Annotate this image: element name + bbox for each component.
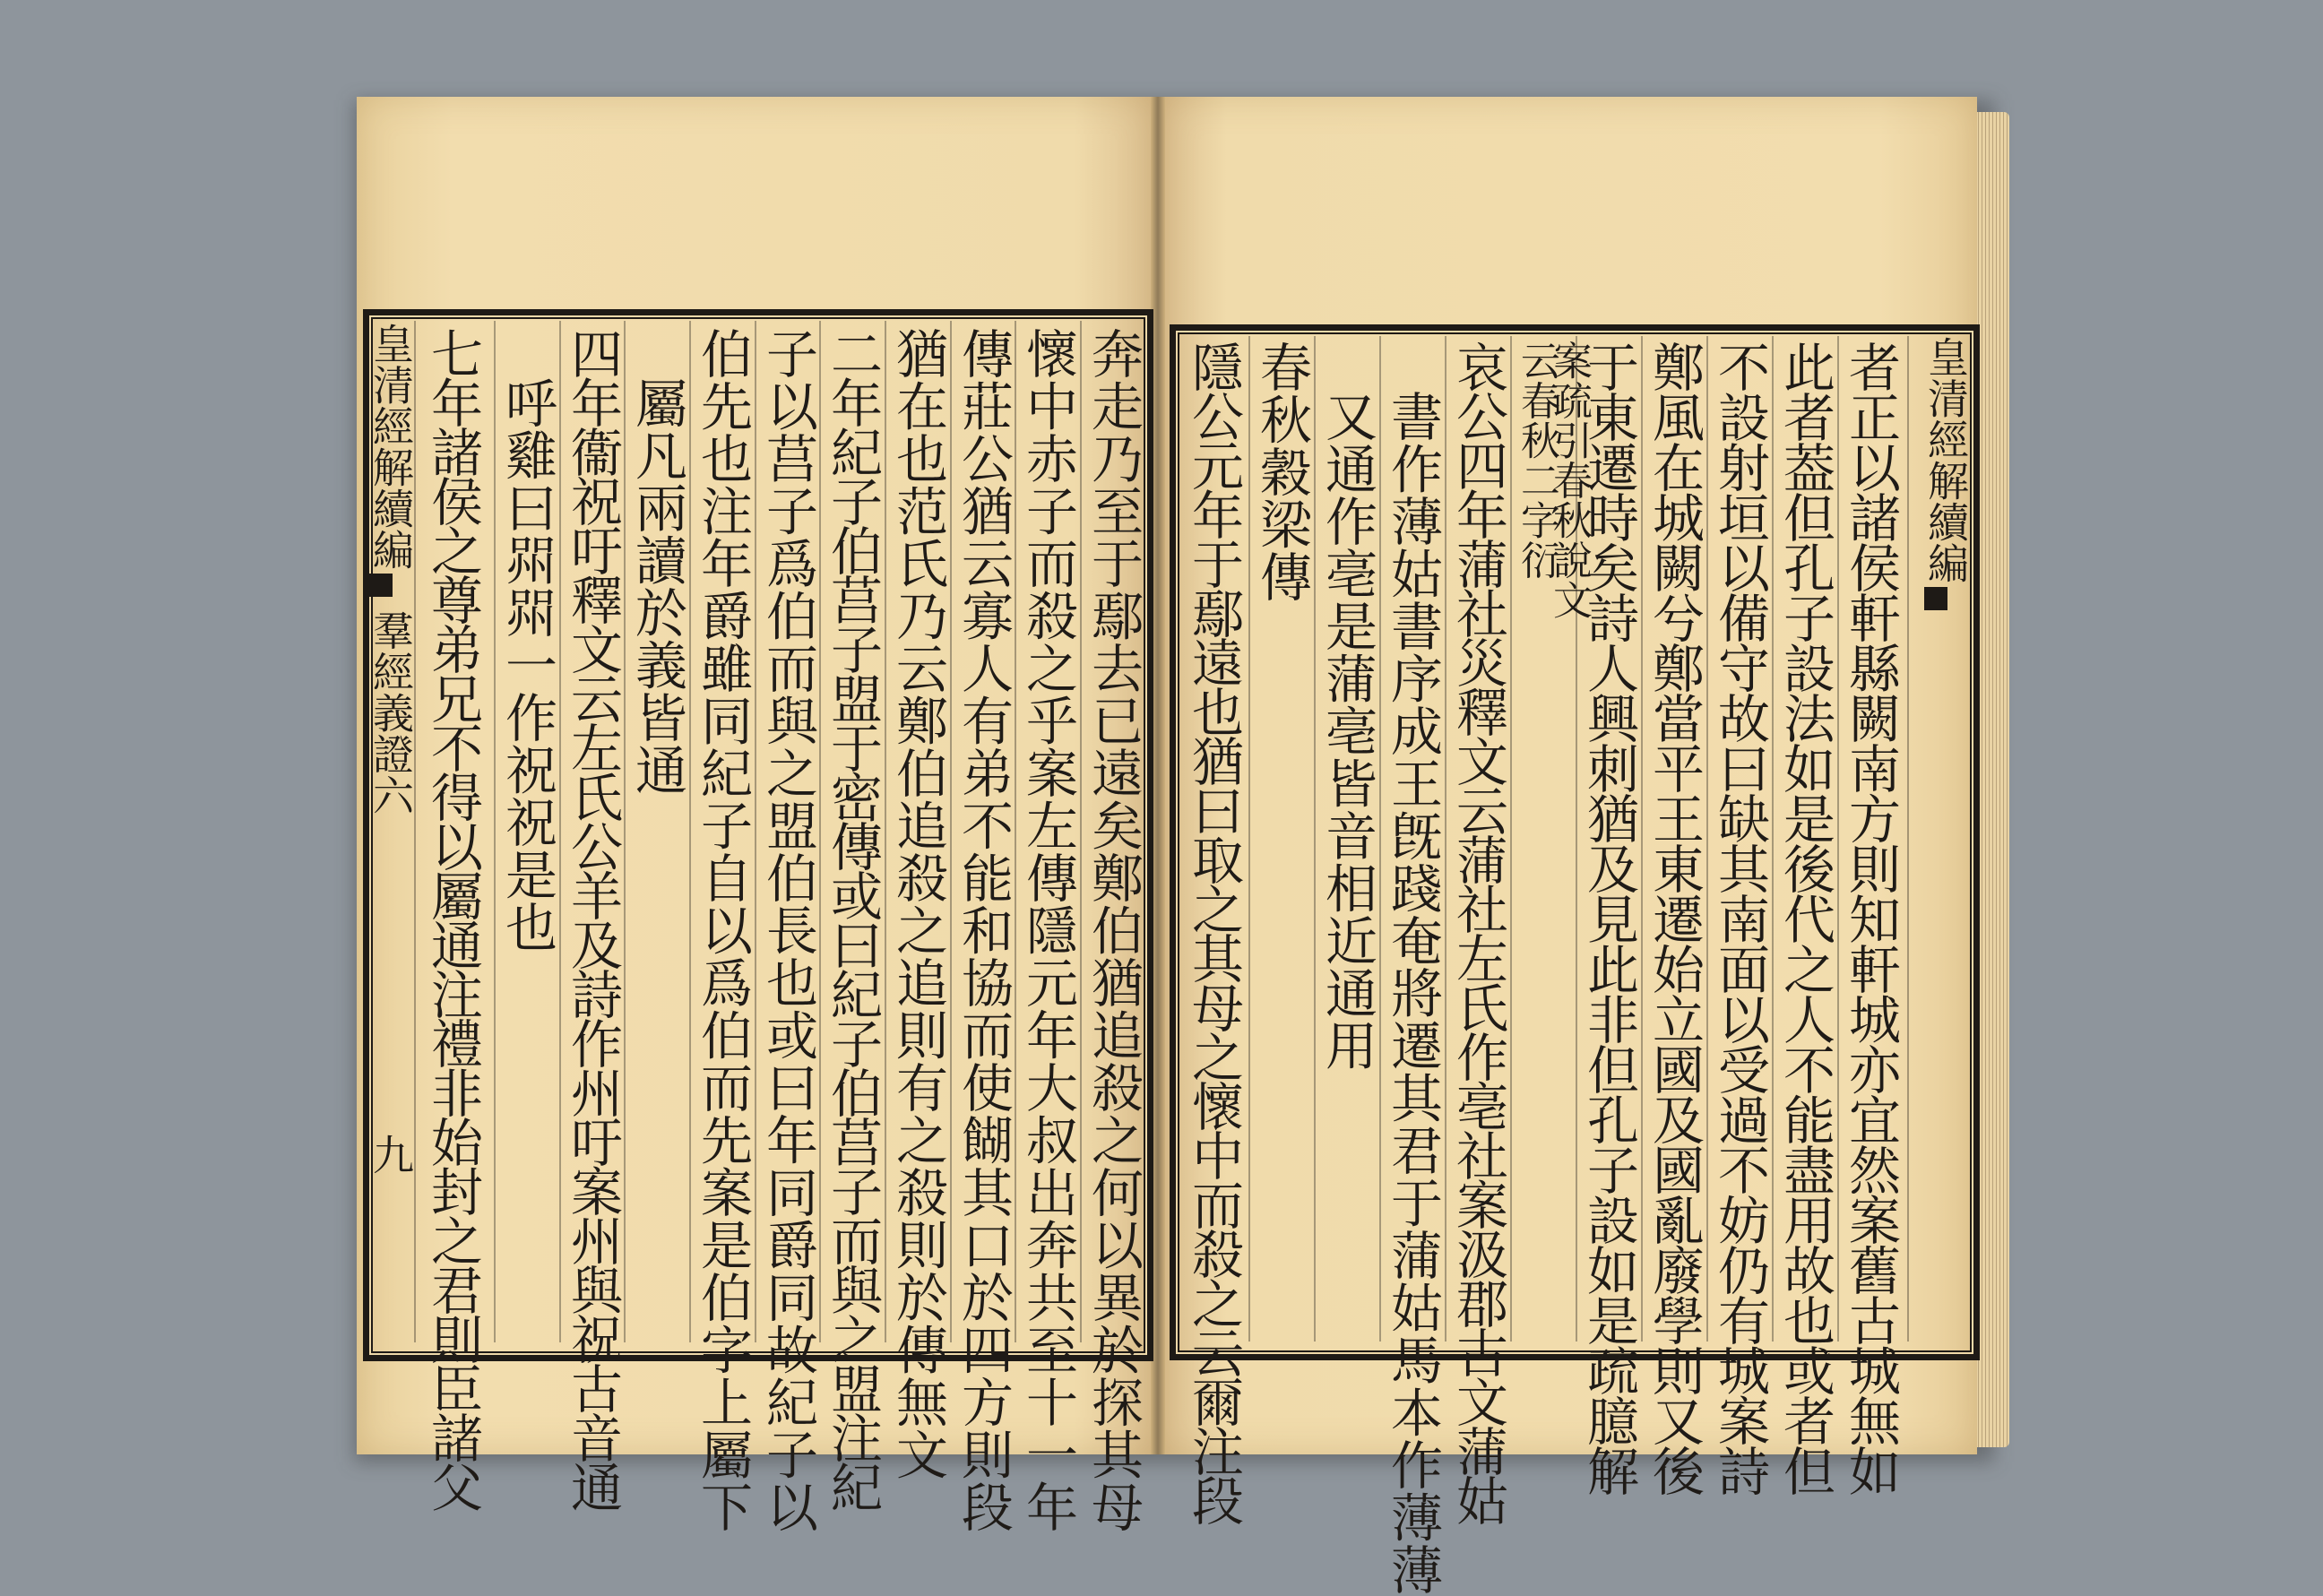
left-column-rule xyxy=(885,321,886,1342)
left-text-column: 屬凡兩讀於義皆通 xyxy=(626,376,687,796)
left-column-rule xyxy=(689,321,691,1342)
left-column-rule xyxy=(755,321,756,1342)
right-text-column: 于東遷時矣詩人興刺猶及見此非但孔子設如是疏臆解 xyxy=(1578,341,1639,1495)
right-column-rule xyxy=(1314,336,1316,1342)
left-column-rule xyxy=(559,321,561,1342)
right-text-column: 不設射垣以備守故曰缺其南面以受過不妨仍有城案詩 xyxy=(1709,341,1770,1495)
left-text-column: 二年紀子伯莒子盟于密傳或曰紀子伯莒子而與之盟注紀 xyxy=(822,327,883,1510)
right-text-column: 哀公四年蒲社災釋文云蒲社左氏作亳社案汲郡古文蒲姑 xyxy=(1447,341,1508,1523)
right-column-rule xyxy=(1706,336,1708,1342)
left-text-column: 七年諸侯之尊弟兄不得以屬通注禮非始封之君則臣諸父 xyxy=(422,327,483,1510)
left-column-rule xyxy=(414,321,416,1342)
right-fishtail-mark xyxy=(1924,587,1947,610)
left-text-column: 呼雞曰喌喌一作祝祝是也 xyxy=(497,376,557,953)
right-column-rule xyxy=(1641,336,1643,1342)
left-folio-number: 九 xyxy=(367,1134,415,1175)
left-column-rule xyxy=(1015,321,1016,1342)
left-column-rule xyxy=(624,321,626,1342)
left-text-column: 伯先也注年爵雖同紀子自以爲伯而先案是伯字上屬下 xyxy=(692,327,753,1533)
right-text-column: 隱公元年于鄢遠也猶曰取之其母之懷中而殺之云爾注段 xyxy=(1183,341,1244,1523)
right-text-column: 春秋穀梁傳 xyxy=(1251,341,1312,603)
right-text-column: 此者葢但孔子設法如是後代之人不能盡用故也或者但 xyxy=(1775,341,1835,1495)
right-column-rule xyxy=(1907,336,1909,1342)
right-text-column: 者正以諸侯軒縣闕南方則知軒城亦宜然案舊古城無如 xyxy=(1840,341,1901,1495)
left-text-column: 四年衞祝吁釋文云左氏公羊及詩作州吁案州與祝古音通 xyxy=(562,327,623,1510)
left-fishtail-mark xyxy=(369,574,393,597)
right-annotation-column: 案疏引春秋說文 xyxy=(1546,341,1592,620)
left-text-column: 傳莊公猶云寡人有弟不能和協而使餬其口於四方則段 xyxy=(953,327,1014,1533)
left-column-rule xyxy=(819,321,821,1342)
right-column-rule xyxy=(1379,336,1381,1342)
right-annotation-column: 云春秋二字衍 xyxy=(1514,341,1559,580)
left-text-column: 子以莒子爲伯而與之盟伯長也或曰年同爵同故紀子以 xyxy=(757,327,818,1533)
left-column-rule xyxy=(494,321,496,1342)
right-column-rule xyxy=(1510,336,1512,1342)
left-text-column: 奔走乃至于鄢去已遠矣鄭伯猶追殺之何以異於探其母 xyxy=(1083,327,1144,1533)
right-text-column: 書作薄姑書序成王旣踐奄將遷其君于蒲姑馬本作薄薄 xyxy=(1382,390,1443,1596)
right-text-column: 又通作亳是蒲亳皆音相近通用 xyxy=(1317,390,1377,1072)
left-column-rule xyxy=(1080,321,1082,1342)
left-column-rule xyxy=(950,321,952,1342)
right-margin-title: 皇清經解續編 xyxy=(1921,336,1970,583)
right-column-rule xyxy=(1772,336,1774,1342)
left-margin-title: 皇清經解續編 xyxy=(367,323,415,570)
left-text-column: 懷中赤子而殺之乎案左傳隱元年大叔出奔共至十一年 xyxy=(1017,327,1078,1533)
right-column-rule xyxy=(1837,336,1839,1342)
left-text-column: 猶在也范氏乃云鄭伯追殺之追則有之殺則於傳無文 xyxy=(887,327,948,1480)
right-text-column: 鄭風在城闕兮鄭當平王東遷始立國及國亂廢學則又後 xyxy=(1644,341,1705,1495)
right-column-rule xyxy=(1445,336,1446,1342)
right-column-rule xyxy=(1248,336,1250,1342)
left-margin-subtitle: 羣經義證六 xyxy=(367,609,415,815)
